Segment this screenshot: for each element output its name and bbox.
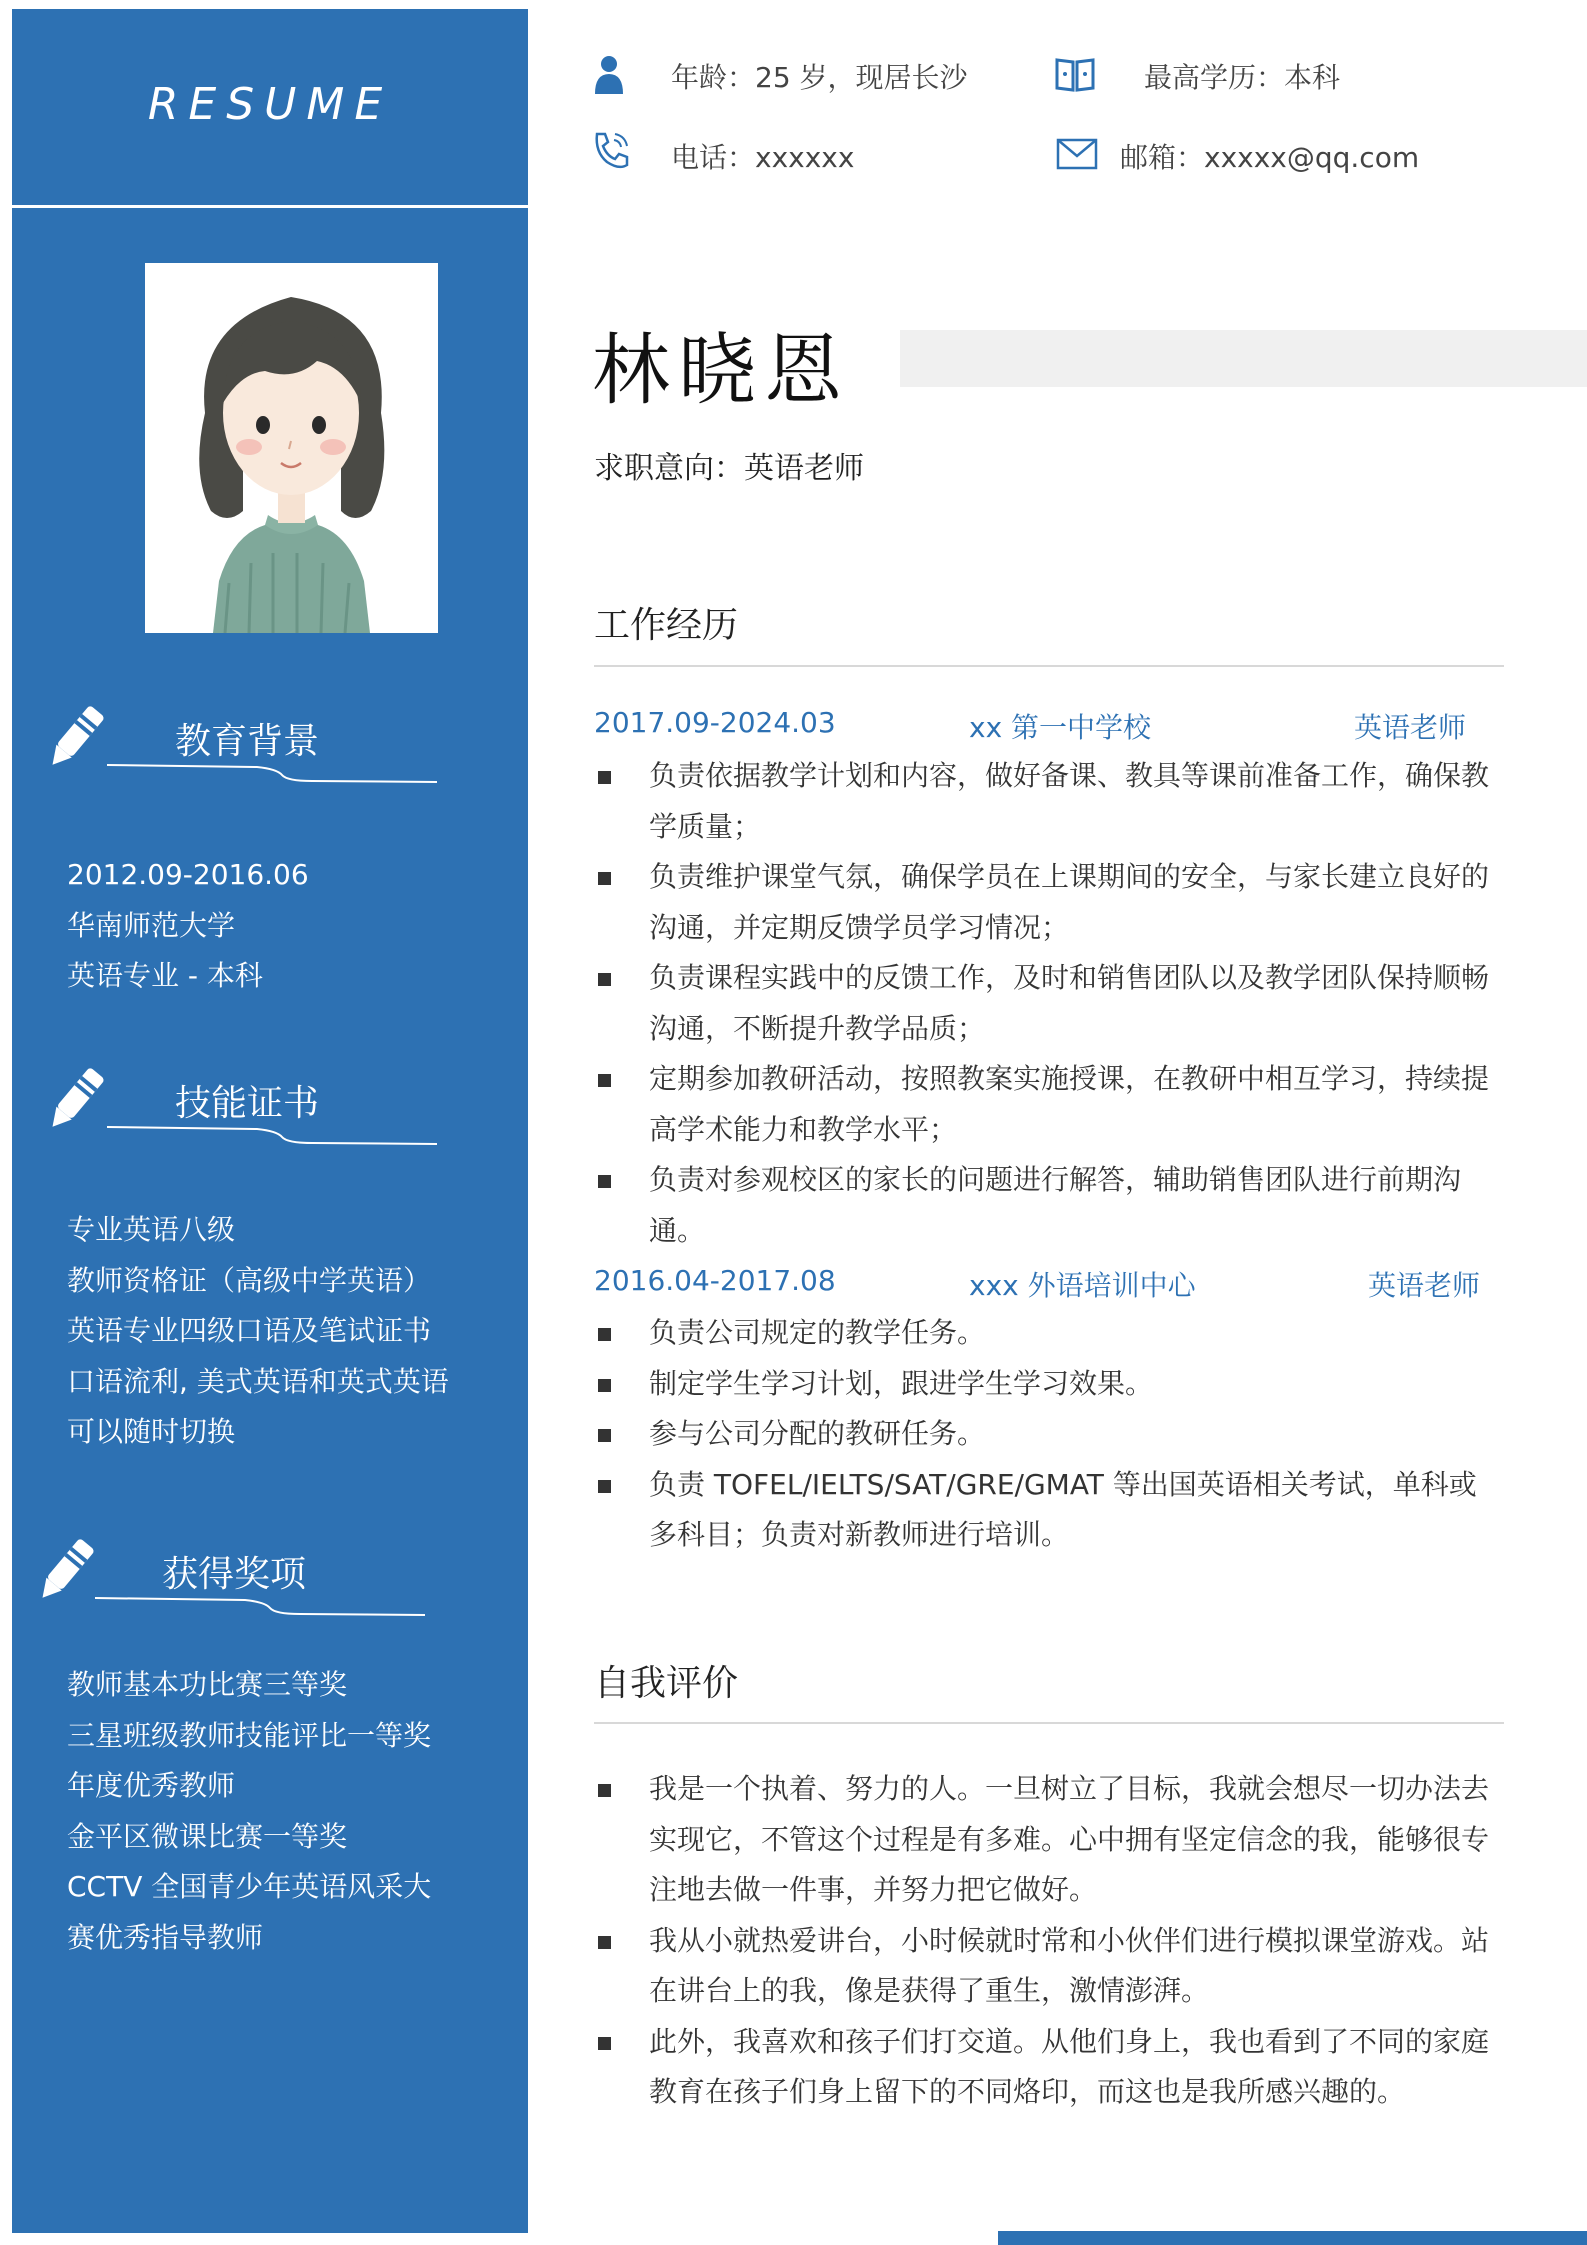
heading-underline <box>95 1590 435 1620</box>
resume-title: RESUME <box>147 79 393 130</box>
award-item: 年度优秀教师 <box>67 1769 236 1802</box>
list-item: 我从小就热爱讲台，小时候就时常和小伙伴们进行模拟课堂游戏。站在讲台上的我，像是获得了重生，激情澎湃。 <box>594 1916 1504 2017</box>
pen-icon <box>28 1534 102 1608</box>
self-eval-heading: 自我评价 <box>594 1663 739 1704</box>
sidebar <box>12 9 528 2233</box>
education-list <box>67 850 309 1002</box>
skill-item: 口语流利, 美式英语和英式英语 <box>67 1364 449 1398</box>
list-item: 此外，我喜欢和孩子们打交道。从他们身上，我也看到了不同的家庭教育在孩子们身上留下的不同烙印，而这也是我所感兴趣的。 <box>594 2017 1504 2118</box>
self-eval-list <box>594 1764 1504 2118</box>
list-item: 负责公司规定的教学任务。 <box>594 1308 1504 1359</box>
phone-text: 电话：xxxxxx <box>671 141 855 174</box>
work-divider <box>594 665 1504 667</box>
award-item: 赛优秀指导教师 <box>67 1920 264 1954</box>
list-item: 定期参加教研活动，按照教案实施授课，在教研中相互学习，持续提高学术能力和教学水平； <box>594 1054 1504 1155</box>
award-item: 金平区微课比赛一等奖 <box>67 1819 348 1853</box>
list-item: 负责 TOFEL/IELTS/SAT/GRE/GMAT 等出国英语相关考试，单科或多科目；负责对新教师进行培训。 <box>594 1460 1504 1561</box>
job-role: 英语老师 <box>1354 711 1467 744</box>
job-role: 英语老师 <box>1368 1269 1481 1302</box>
mail-icon <box>1055 132 1099 176</box>
title-divider <box>12 205 528 208</box>
education-level-text: 最高学历：本科 <box>1144 61 1341 94</box>
list-item: 负责依据教学计划和内容，做好备课、教具等课前准备工作，确保教学质量； <box>594 751 1504 852</box>
education-heading <box>12 701 528 801</box>
skills-heading <box>12 1063 528 1163</box>
job-intent: 求职意向：英语老师 <box>594 451 864 486</box>
job-organization: xxx 外语培训中心 <box>969 1269 1196 1302</box>
list-item: 我是一个执着、努力的人。一旦树立了目标，我就会想尽一切办法去实现它，不管这个过程是有多难。心中拥有坚定信念的我，能够很专注地去做一件事，并努力把它做好。 <box>594 1764 1504 1916</box>
name-bar <box>900 330 1587 387</box>
phone-icon <box>589 128 633 172</box>
job-period: 2017.09-2024.03 <box>594 706 836 739</box>
list-item: 参与公司分配的教研任务。 <box>594 1409 1504 1460</box>
avatar-illustration <box>145 263 438 633</box>
work-heading: 工作经历 <box>594 605 739 646</box>
candidate-name: 林晓恩 <box>592 326 851 416</box>
list-item: 负责维护课堂气氛，确保学员在上课期间的安全，与家长建立良好的沟通，并定期反馈学员学习情况； <box>594 852 1504 953</box>
age-text: 年龄：25 岁，现居长沙 <box>671 61 968 94</box>
skill-item: 英语专业四级口语及笔试证书 <box>67 1314 432 1347</box>
awards-heading-label: 获得奖项 <box>162 1554 307 1595</box>
self-eval-divider <box>594 1722 1504 1724</box>
skills-heading-label: 技能证书 <box>175 1083 320 1124</box>
awards-heading <box>12 1534 528 1634</box>
job-duties <box>594 751 1504 1256</box>
skill-item: 可以随时切换 <box>67 1415 236 1448</box>
pen-icon <box>38 1063 112 1137</box>
education-period: 2012.09-2016.06 <box>67 858 309 891</box>
education-heading-label: 教育背景 <box>175 721 320 762</box>
heading-underline <box>107 1119 447 1149</box>
job-period: 2016.04-2017.08 <box>594 1264 836 1297</box>
email-text: 邮箱：xxxxx@qq.com <box>1120 141 1420 174</box>
list-item: 制定学生学习计划，跟进学生学习效果。 <box>594 1359 1504 1410</box>
list-item: 负责课程实践中的反馈工作，及时和销售团队以及教学团队保持顺畅沟通，不断提升教学品质； <box>594 953 1504 1054</box>
person-icon <box>587 52 631 96</box>
footer-bar <box>998 2231 1587 2245</box>
education-school: 华南师范大学 <box>67 908 236 942</box>
education-major: 英语专业 - 本科 <box>67 959 263 992</box>
awards-list <box>67 1660 431 1963</box>
job-duties <box>594 1308 1504 1561</box>
skills-list <box>67 1205 449 1458</box>
list-item: 负责对参观校区的家长的问题进行解答，辅助销售团队进行前期沟通。 <box>594 1155 1504 1256</box>
skill-item: 教师资格证（高级中学英语） <box>67 1263 432 1297</box>
award-item: 三星班级教师技能评比一等奖 <box>67 1718 432 1752</box>
skill-item: 专业英语八级 <box>67 1213 236 1246</box>
pen-icon <box>38 701 112 775</box>
job-organization: xx 第一中学校 <box>969 711 1152 744</box>
award-item: 教师基本功比赛三等奖 <box>67 1668 348 1701</box>
heading-underline <box>107 757 447 787</box>
book-icon <box>1053 52 1097 96</box>
award-item: CCTV 全国青少年英语风采大 <box>67 1870 432 1903</box>
